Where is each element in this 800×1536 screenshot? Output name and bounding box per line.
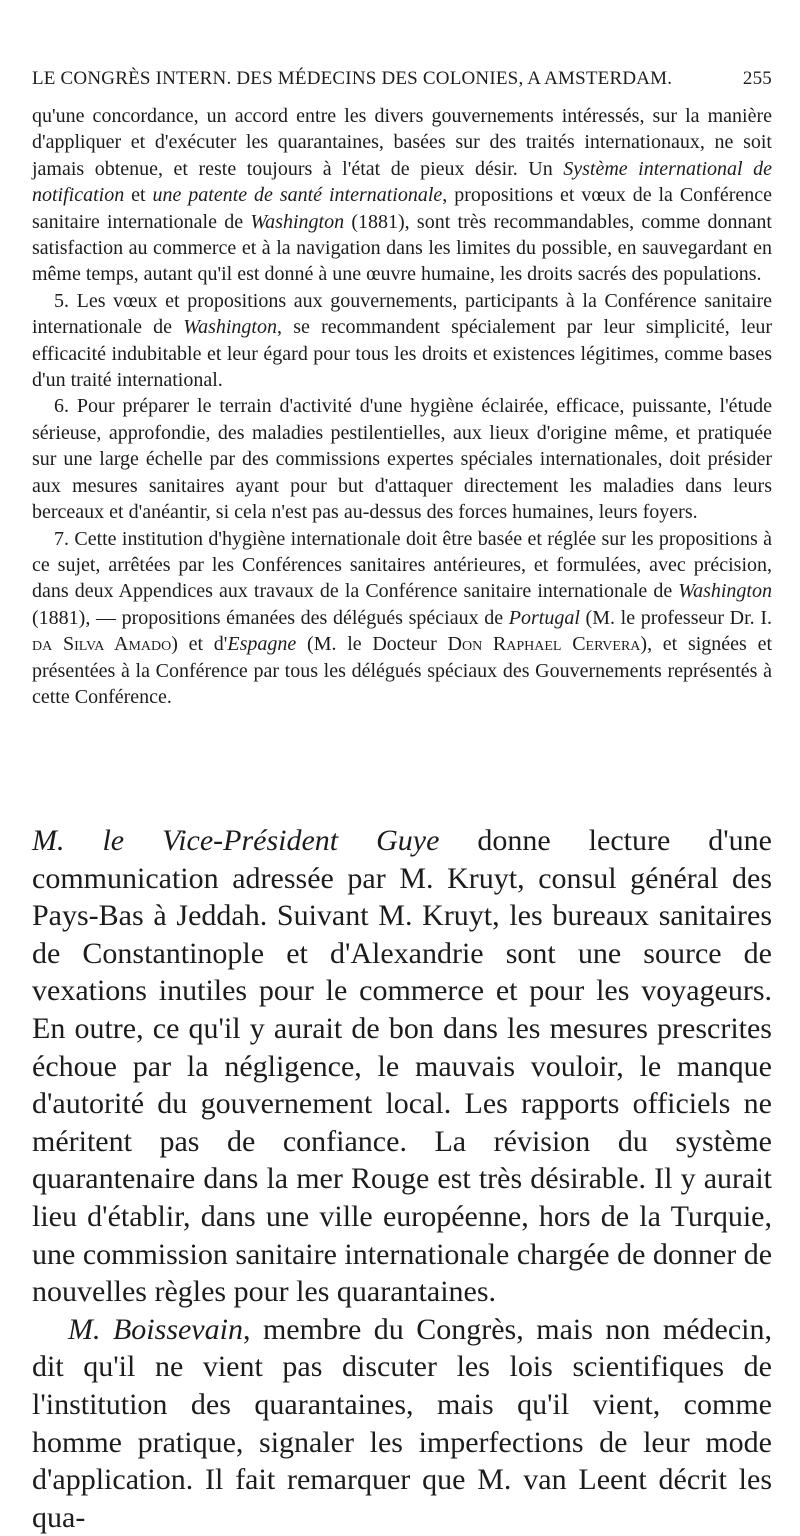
paragraph-7: 7. Cette institution d'hygiène internationale doit être basée et réglée sur les propositions à ce sujet, arrêtées par les Conférences sanitaires antérieures, et formulées, avec précision, dans deux Appendices aux travaux de la Conférence sanitaire internationale de Washington (1881), — propositions émanées des délégués spéciaux de Portugal (M. le professeur Dr. I. da Silva Amado) et d'Espagne (M. le Docteur Don Raphael Cervera), et signées et présentées à la Conférence par tous les délégués spéciaux des Gouvernements représentés à cette Conférence.: [32, 527, 773, 708]
resolutions-block: [32, 103, 772, 710]
header-title: LE CONGRÈS INTERN. DES MÉDECINS DES COLONIES, A AMSTERDAM.: [32, 68, 673, 89]
paragraph-boissevain: M. Boissevain, membre du Congrès, mais non médecin, dit qu'il ne vient pas discuter les lois scientifiques de l'institution des quarantaines, mais qu'il vient, comme homme pratique, signaler les imperfections de leur mode d'application. Il fait remarquer que M. van Leent décrit les qua-: [32, 1312, 772, 1534]
paragraph-6: 6. Pour préparer le terrain d'activité d'une hygiène éclairée, efficace, puissante, l'étude sérieuse, approfondie, des maladies pestilentielles, aux lieux d'origine même, et pratiquée sur une large échelle par des commissions expertes spéciales internationales, doit présider aux mesures sanitaires ayant pour but d'attaquer directement les maladies dans leurs berceaux et d'anéantir, si cela n'est pas au-dessus des forces humaines, leurs foyers.: [32, 395, 772, 524]
running-header: [32, 68, 772, 90]
paragraph-continued: qu'une concordance, un accord entre les divers gouvernements intéressés, sur la manière d'appliquer et d'exécuter les quarantaines, basées sur des traités internationaux, ne soit jamais obtenue, et reste toujours à l'état de pieux désir. Un Système international de notification et une patente de santé internationale, propositions et vœux de la Conférence sanitaire internationale de Washington (1881), sont très recommandables, comme donnant satisfaction au commerce et à la navigation dans les limites du possible, en sauvegardant en même temps, autant qu'il est donné à une œuvre humaine, les droits sacrés des populations.: [32, 105, 772, 286]
page-number: 255: [742, 68, 772, 89]
paragraph-5: 5. Les vœux et propositions aux gouvernements, participants à la Conférence sanitaire internationale de Washington, se recommandent spécialement par leur simplicité, leur efficacité indubitable et leur égard pour tous les droits et existences légitimes, comme bases d'un traité international.: [32, 289, 773, 392]
proceedings-block: [32, 822, 772, 1536]
paragraph-guye: M. le Vice-Président Guye donne lecture d'une communication adressée par M. Kruyt, consul général des Pays-Bas à Jeddah. Suivant M. Kruyt, les bureaux sanitaires de Constantinople et d'Alexandrie sont une source de vexations inutiles pour le commerce et pour les voyageurs. En outre, ce qu'il y aurait de bon dans les mesures prescrites échoue par la négligence, le mauvais vouloir, le manque d'autorité du gouvernement local. Les rapports officiels ne méritent pas de confiance. La révision du système quarantenaire dans la mer Rouge est très désirable. Il y aurait lieu d'établir, dans une ville européenne, hors de la Turquie, une commission sanitaire internationale chargée de donner de nouvelles règles pour les quarantaines.: [32, 824, 773, 1309]
